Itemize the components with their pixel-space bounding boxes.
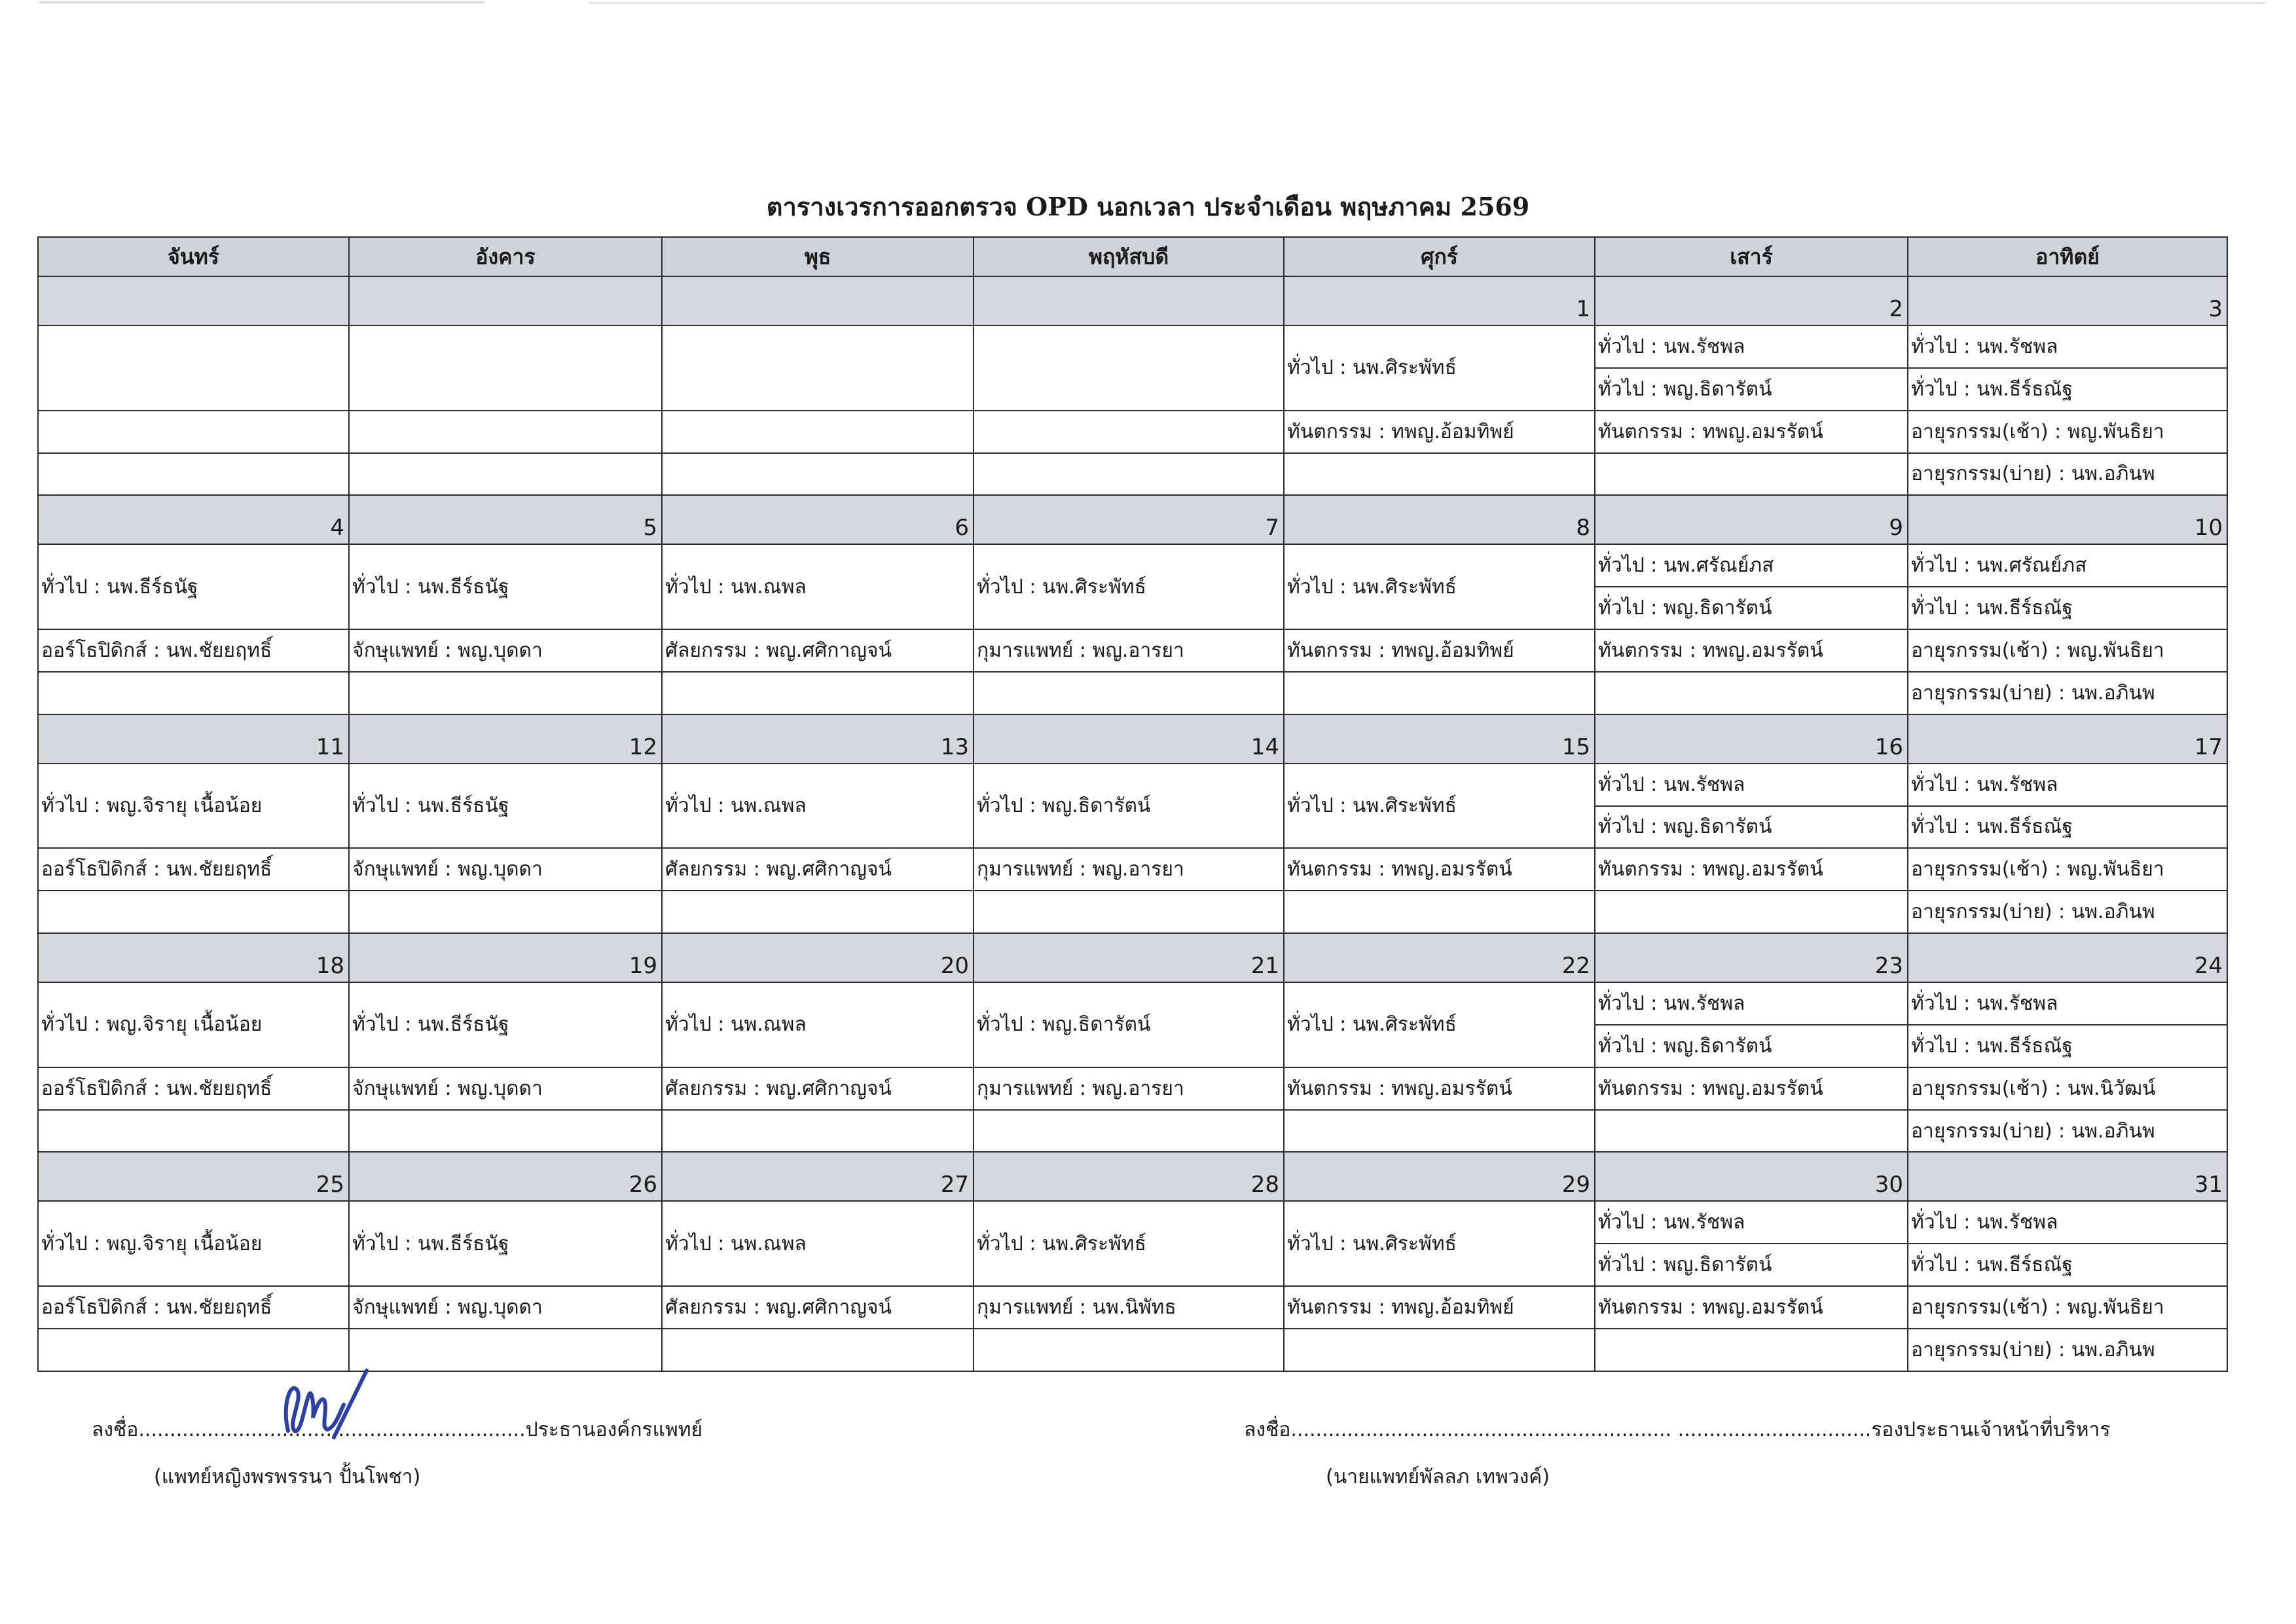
general-shift-cell: ทั่วไป : พญ.ธิดารัตน์	[974, 764, 1284, 849]
specialty-shift-cell: อายุรกรรม(เช้า) : พญ.พันธิยา	[1908, 411, 2227, 453]
extra-shift-cell	[662, 1110, 974, 1153]
general-shift-cell: ทั่วไป : พญ.จิรายุ เนื้อน้อย	[38, 1201, 349, 1286]
page-title: ตารางเวรการออกตรวจ OPD นอกเวลา ประจำเดือน พฤษภาคม 2569	[766, 192, 1530, 221]
extra-shift-cell: อายุรกรรม(บ่าย) : นพ.อภินพ	[1908, 1329, 2227, 1371]
extra-shift-cell	[1595, 672, 1908, 714]
general-shift-cell: ทั่วไป : นพ.ศิระพัทธ์	[1284, 544, 1595, 629]
general-shift-cell: ทั่วไป : นพ.รัชพล	[1595, 325, 1908, 368]
date-number: 30	[1595, 1152, 1908, 1201]
general-shift-cell: ทั่วไป : นพ.ศิระพัทธ์	[1284, 325, 1595, 411]
weekday-header: อังคาร	[349, 237, 662, 276]
weekday-header: อาทิตย์	[1908, 237, 2227, 276]
extra-shift-cell	[1595, 1110, 1908, 1153]
extra-shift-cell	[662, 1329, 974, 1371]
specialty-shift-cell: ทันตกรรม : ทพญ.อมรรัตน์	[1595, 1067, 1908, 1110]
specialty-shift-cell: ทันตกรรม : ทพญ.อมรรัตน์	[1595, 848, 1908, 891]
date-number: 15	[1284, 714, 1595, 764]
specialty-shift-cell: อายุรกรรม(เช้า) : พญ.พันธิยา	[1908, 1286, 2227, 1329]
specialty-shift-cell: ออร์โธปิดิกส์ : นพ.ชัยยฤทธิ์	[38, 1286, 349, 1329]
specialty-shift-cell: กุมารแพทย์ : นพ.นิพัทธ	[974, 1286, 1284, 1329]
general-shift-cell	[349, 325, 662, 411]
general-shift-cell: ทั่วไป : พญ.จิรายุ เนื้อน้อย	[38, 764, 349, 849]
date-number: 11	[38, 714, 349, 764]
date-number: 6	[662, 495, 974, 544]
date-number: 24	[1908, 933, 2227, 982]
specialty-shift-cell: อายุรกรรม(เช้า) : พญ.พันธิยา	[1908, 629, 2227, 672]
signature-line-left: ลงชื่อ..............................................................ประธานองค์กรแพทย์	[92, 1418, 703, 1441]
specialty-shift-cell: ทันตกรรม : ทพญ.อ้อมทิพย์	[1284, 411, 1595, 453]
extra-shift-cell	[974, 453, 1284, 496]
extra-shift-cell	[974, 891, 1284, 933]
date-number: 1	[1284, 276, 1595, 325]
weekday-header: พุธ	[662, 237, 974, 276]
shift-row	[38, 1201, 2227, 1244]
date-number	[38, 276, 349, 325]
specialty-shift-cell: ทันตกรรม : ทพญ.อ้อมทิพย์	[1284, 629, 1595, 672]
specialty-shift-cell	[662, 411, 974, 453]
extra-shift-cell: อายุรกรรม(บ่าย) : นพ.อภินพ	[1908, 453, 2227, 496]
extra-shift-cell: อายุรกรรม(บ่าย) : นพ.อภินพ	[1908, 1110, 2227, 1153]
date-row	[38, 276, 2227, 325]
general-shift-cell: ทั่วไป : นพ.รัชพล	[1595, 1201, 1908, 1244]
date-number: 17	[1908, 714, 2227, 764]
date-number: 26	[349, 1152, 662, 1201]
general-shift-cell: ทั่วไป : นพ.ศิระพัทธ์	[974, 544, 1284, 629]
general-shift-cell: ทั่วไป : นพ.รัชพล	[1908, 325, 2227, 368]
general-shift-cell: ทั่วไป : นพ.ธีร์ธนัฐ	[349, 764, 662, 849]
extra-shift-cell	[349, 891, 662, 933]
date-number: 7	[974, 495, 1284, 544]
specialty-shift-cell	[974, 411, 1284, 453]
general-shift-cell: ทั่วไป : นพ.ธีร์ธณัฐ	[1908, 806, 2227, 849]
specialty-shift-cell: กุมารแพทย์ : พญ.อารยา	[974, 1067, 1284, 1110]
date-number: 22	[1284, 933, 1595, 982]
date-row	[38, 1152, 2227, 1201]
schedule-table	[37, 236, 2228, 1372]
date-number: 14	[974, 714, 1284, 764]
specialty-shift-cell: จักษุแพทย์ : พญ.บุดดา	[349, 848, 662, 891]
date-number: 5	[349, 495, 662, 544]
extra-shift-cell	[1595, 891, 1908, 933]
date-number: 31	[1908, 1152, 2227, 1201]
general-shift-cell: ทั่วไป : นพ.ธีร์ธณัฐ	[1908, 1025, 2227, 1067]
general-shift-cell: ทั่วไป : นพ.ธีร์ธณัฐ	[1908, 587, 2227, 629]
specialty-shift-cell: ออร์โธปิดิกส์ : นพ.ชัยยฤทธิ์	[38, 1067, 349, 1110]
specialty-shift-cell: ออร์โธปิดิกส์ : นพ.ชัยยฤทธิ์	[38, 848, 349, 891]
extra-shift-cell	[1595, 1329, 1908, 1371]
general-shift-cell: ทั่วไป : นพ.ณพล	[662, 982, 974, 1067]
shift-row	[38, 544, 2227, 587]
extra-shift-cell	[38, 453, 349, 496]
extra-shift-cell	[974, 1329, 1284, 1371]
date-number: 12	[349, 714, 662, 764]
general-shift-cell: ทั่วไป : นพ.ณพล	[662, 544, 974, 629]
general-shift-cell: ทั่วไป : นพ.ธีร์ธนัฐ	[349, 982, 662, 1067]
general-shift-cell: ทั่วไป : นพ.ศิระพัทธ์	[974, 1201, 1284, 1286]
specialty-shift-cell: ศัลยกรรม : พญ.ศศิกาญจน์	[662, 848, 974, 891]
extra-shift-cell	[1284, 891, 1595, 933]
extra-shift-cell	[349, 1110, 662, 1153]
specialty-shift-cell	[349, 411, 662, 453]
shift-row	[38, 325, 2227, 368]
general-shift-cell: ทั่วไป : นพ.ศิระพัทธ์	[1284, 1201, 1595, 1286]
handwritten-signature	[262, 1365, 380, 1450]
general-shift-cell: ทั่วไป : พญ.ธิดารัตน์	[1595, 806, 1908, 849]
date-number: 23	[1595, 933, 1908, 982]
date-row	[38, 933, 2227, 982]
general-shift-cell: ทั่วไป : นพ.รัชพล	[1595, 982, 1908, 1025]
extra-shift-cell	[1595, 453, 1908, 496]
date-number: 2	[1595, 276, 1908, 325]
specialty-shift-cell: ศัลยกรรม : พญ.ศศิกาญจน์	[662, 1067, 974, 1110]
general-shift-cell: ทั่วไป : นพ.รัชพล	[1595, 764, 1908, 806]
specialty-shift-cell: ศัลยกรรม : พญ.ศศิกาญจน์	[662, 629, 974, 672]
schedule-body	[38, 276, 2227, 1371]
extra-row	[38, 672, 2227, 714]
general-shift-cell: ทั่วไป : นพ.ณพล	[662, 1201, 974, 1286]
date-row	[38, 714, 2227, 764]
specialty-shift-cell: ทันตกรรม : ทพญ.อมรรัตน์	[1595, 411, 1908, 453]
date-number: 21	[974, 933, 1284, 982]
specialty-shift-cell: ศัลยกรรม : พญ.ศศิกาญจน์	[662, 1286, 974, 1329]
specialty-shift-cell: อายุรกรรม(เช้า) : พญ.พันธิยา	[1908, 848, 2227, 891]
extra-row	[38, 453, 2227, 496]
date-number	[349, 276, 662, 325]
specialty-row	[38, 848, 2227, 891]
signer-name-right: (นายแพทย์พัลลภ เทพวงค์)	[1326, 1466, 1550, 1488]
weekday-header: จันทร์	[38, 237, 349, 276]
general-shift-cell	[662, 325, 974, 411]
general-shift-cell: ทั่วไป : นพ.ธีร์ธนัฐ	[349, 544, 662, 629]
specialty-shift-cell: ทันตกรรม : ทพญ.อมรรัตน์	[1595, 629, 1908, 672]
date-number: 29	[1284, 1152, 1595, 1201]
general-shift-cell: ทั่วไป : พญ.ธิดารัตน์	[1595, 587, 1908, 629]
general-shift-cell: ทั่วไป : พญ.ธิดารัตน์	[1595, 368, 1908, 411]
extra-shift-cell	[662, 453, 974, 496]
signer-name-left: (แพทย์หญิงพรพรรนา ปั้นโพชา)	[154, 1466, 421, 1488]
extra-shift-cell	[662, 672, 974, 714]
specialty-row	[38, 1067, 2227, 1110]
weekday-header-row	[38, 237, 2227, 276]
extra-shift-cell	[1284, 1110, 1595, 1153]
general-shift-cell: ทั่วไป : พญ.ธิดารัตน์	[1595, 1244, 1908, 1286]
specialty-shift-cell: ออร์โธปิดิกส์ : นพ.ชัยยฤทธิ์	[38, 629, 349, 672]
specialty-shift-cell	[38, 411, 349, 453]
extra-shift-cell: อายุรกรรม(บ่าย) : นพ.อภินพ	[1908, 672, 2227, 714]
general-shift-cell: ทั่วไป : นพ.ธีร์ธนัฐ	[349, 1201, 662, 1286]
shift-row	[38, 764, 2227, 806]
general-shift-cell: ทั่วไป : นพ.ธีร์ธณัฐ	[1908, 368, 2227, 411]
date-number: 18	[38, 933, 349, 982]
specialty-shift-cell: จักษุแพทย์ : พญ.บุดดา	[349, 1286, 662, 1329]
signature-line-right: ลงชื่อ............................................................. ...............................รองประธานเจ้าหน้าที่บริหาร	[1244, 1418, 2111, 1441]
general-shift-cell: ทั่วไป : นพ.รัชพล	[1908, 764, 2227, 806]
general-shift-cell: ทั่วไป : นพ.ศรัณย์ภส	[1908, 544, 2227, 587]
general-shift-cell: ทั่วไป : นพ.ธีร์ธณัฐ	[1908, 1244, 2227, 1286]
weekday-header: เสาร์	[1595, 237, 1908, 276]
extra-shift-cell: อายุรกรรม(บ่าย) : นพ.อภินพ	[1908, 891, 2227, 933]
extra-shift-cell	[1284, 1329, 1595, 1371]
extra-row	[38, 1110, 2227, 1153]
extra-shift-cell	[1284, 453, 1595, 496]
date-number: 9	[1595, 495, 1908, 544]
date-number	[974, 276, 1284, 325]
general-shift-cell: ทั่วไป : พญ.ธิดารัตน์	[1595, 1025, 1908, 1067]
extra-shift-cell	[38, 1110, 349, 1153]
specialty-shift-cell: ทันตกรรม : ทพญ.อมรรัตน์	[1284, 848, 1595, 891]
general-shift-cell: ทั่วไป : นพ.ศิระพัทธ์	[1284, 982, 1595, 1067]
specialty-row	[38, 1286, 2227, 1329]
extra-shift-cell	[349, 672, 662, 714]
date-number: 20	[662, 933, 974, 982]
date-number: 3	[1908, 276, 2227, 325]
general-shift-cell: ทั่วไป : นพ.รัชพล	[1908, 1201, 2227, 1244]
date-number	[662, 276, 974, 325]
general-shift-cell: ทั่วไป : พญ.จิรายุ เนื้อน้อย	[38, 982, 349, 1067]
general-shift-cell: ทั่วไป : นพ.รัชพล	[1908, 982, 2227, 1025]
date-number: 10	[1908, 495, 2227, 544]
date-number: 19	[349, 933, 662, 982]
specialty-shift-cell: ทันตกรรม : ทพญ.อมรรัตน์	[1284, 1067, 1595, 1110]
general-shift-cell: ทั่วไป : นพ.ศิระพัทธ์	[1284, 764, 1595, 849]
shift-row	[38, 982, 2227, 1025]
general-shift-cell: ทั่วไป : นพ.ธีร์ธนัฐ	[38, 544, 349, 629]
extra-shift-cell	[974, 1110, 1284, 1153]
specialty-row	[38, 411, 2227, 453]
extra-shift-cell	[349, 1329, 662, 1371]
specialty-shift-cell: จักษุแพทย์ : พญ.บุดดา	[349, 629, 662, 672]
general-shift-cell: ทั่วไป : นพ.ศรัณย์ภส	[1595, 544, 1908, 587]
extra-row	[38, 891, 2227, 933]
specialty-row	[38, 629, 2227, 672]
extra-shift-cell	[662, 891, 974, 933]
extra-shift-cell	[349, 453, 662, 496]
extra-shift-cell	[1284, 672, 1595, 714]
extra-shift-cell	[38, 672, 349, 714]
specialty-shift-cell: จักษุแพทย์ : พญ.บุดดา	[349, 1067, 662, 1110]
weekday-header: พฤหัสบดี	[974, 237, 1284, 276]
weekday-header: ศุกร์	[1284, 237, 1595, 276]
general-shift-cell	[38, 325, 349, 411]
date-number: 13	[662, 714, 974, 764]
date-number: 27	[662, 1152, 974, 1201]
date-number: 4	[38, 495, 349, 544]
general-shift-cell	[974, 325, 1284, 411]
specialty-shift-cell: ทันตกรรม : ทพญ.อมรรัตน์	[1595, 1286, 1908, 1329]
scan-edge	[0, 0, 2296, 5]
extra-shift-cell	[38, 891, 349, 933]
specialty-shift-cell: กุมารแพทย์ : พญ.อารยา	[974, 629, 1284, 672]
date-number: 8	[1284, 495, 1595, 544]
date-number: 16	[1595, 714, 1908, 764]
specialty-shift-cell: อายุรกรรม(เช้า) : นพ.นิวัฒน์	[1908, 1067, 2227, 1110]
general-shift-cell: ทั่วไป : พญ.ธิดารัตน์	[974, 982, 1284, 1067]
date-number: 25	[38, 1152, 349, 1201]
date-row	[38, 495, 2227, 544]
extra-shift-cell	[974, 672, 1284, 714]
general-shift-cell: ทั่วไป : นพ.ณพล	[662, 764, 974, 849]
specialty-shift-cell: ทันตกรรม : ทพญ.อ้อมทิพย์	[1284, 1286, 1595, 1329]
specialty-shift-cell: กุมารแพทย์ : พญ.อารยา	[974, 848, 1284, 891]
date-number: 28	[974, 1152, 1284, 1201]
